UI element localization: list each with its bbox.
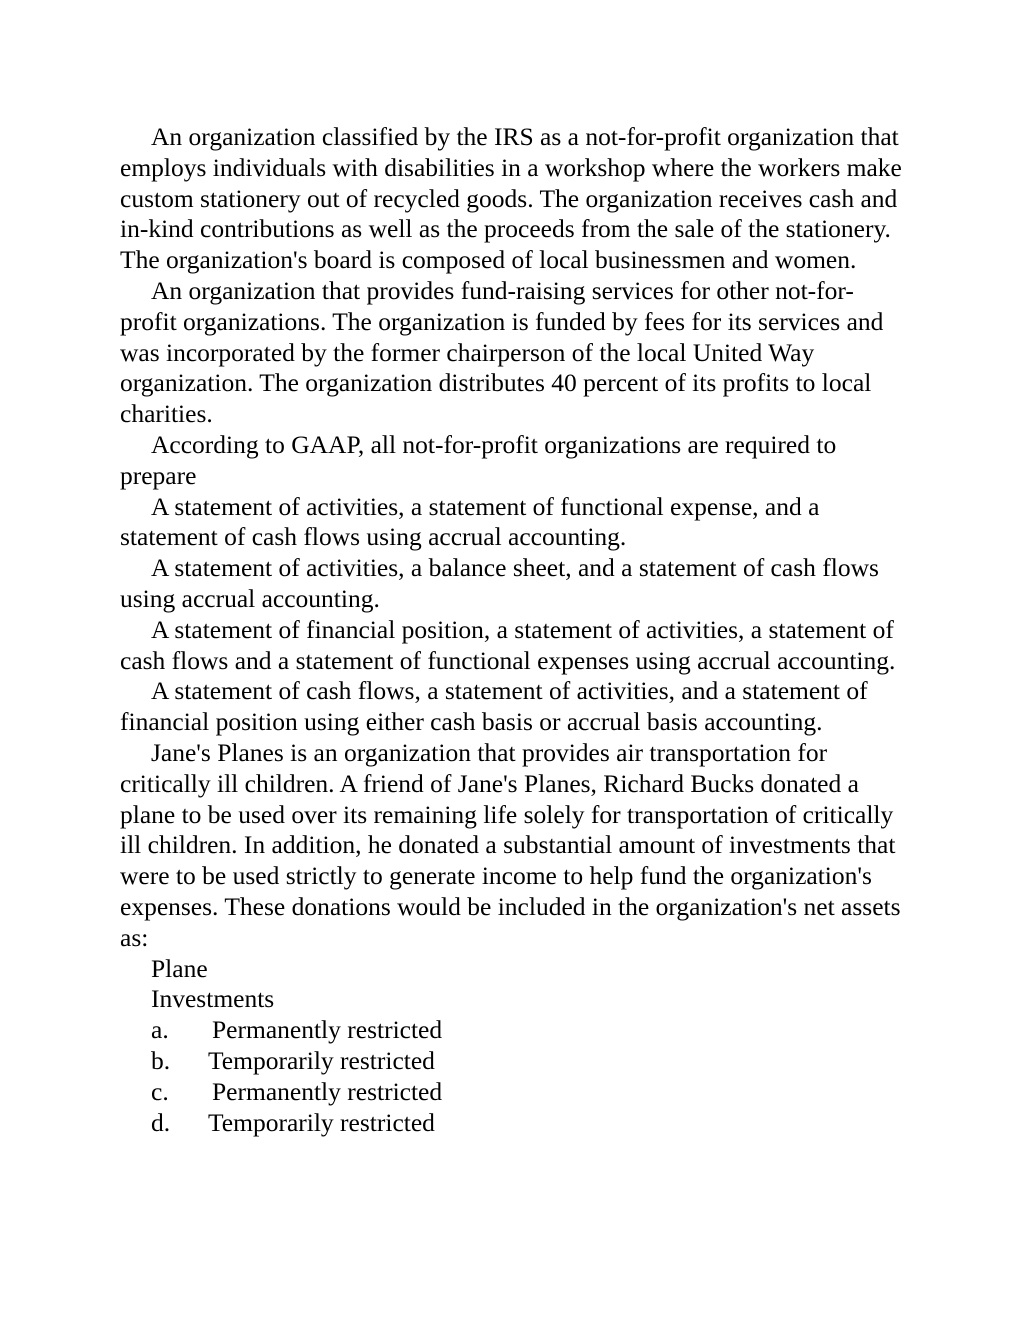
option-a (120, 1015, 910, 1046)
answer-choice-1: A statement of activities, a statement of functional expense, and a statement of cash flows using accrual accounting. (120, 491, 820, 552)
option-b (120, 1046, 910, 1077)
column-header-plane: Plane (151, 953, 208, 983)
question-paragraph-2: An organization that provides fund-raising services for other not-for-profit organizations. The organization is funded by fees for its services and was incorporated by the former chairperson of the local United Way organization. The organization distributes 40 percent of its profits to local charities. (120, 275, 884, 429)
option-text: Permanently restricted (212, 1015, 443, 1045)
option-text: Temporarily restricted (208, 1107, 435, 1137)
option-letter: c. (151, 1076, 169, 1106)
option-text: Temporarily restricted (208, 1045, 435, 1075)
answer-choice-4: A statement of cash flows, a statement of activities, and a statement of financial position using either cash basis or accrual basis accounting. (120, 676, 868, 737)
option-letter: a. (151, 1015, 169, 1045)
option-d (120, 1108, 910, 1139)
question-janes-planes: Jane's Planes is an organization that provides air transportation for critically ill children. A friend of Jane's Planes, Richard Bucks donated a plane to be used over its remaining life solely for transportation of critically ill children. In addition, he donated a substantial amount of investments that were to be used strictly to generate income to help fund the organization's expenses. These donations would be included in the organization's net assets as: (120, 737, 901, 952)
answer-choice-2: A statement of activities, a balance sheet, and a statement of cash flows using accrual accounting. (120, 553, 879, 613)
option-c (120, 1077, 910, 1108)
column-header-investments: Investments (151, 984, 275, 1014)
answer-choice-3: A statement of financial position, a statement of activities, a statement of cash flows and a statement of functional expenses using accrual accounting. (120, 614, 896, 675)
option-text: Permanently restricted (212, 1076, 443, 1106)
question-paragraph-1: An organization classified by the IRS as a not-for-profit organization that employs individuals with disabilities in a workshop where the workers make custom stationery out of recycled goods. The organization receives cash and in-kind contributions as well as the proceeds from the sale of the stationery. The organization's board is composed of local businessmen and women. (120, 122, 902, 275)
document-page (120, 122, 910, 1138)
option-letter: d. (151, 1107, 171, 1137)
option-letter: b. (151, 1045, 171, 1075)
question-stem-gaap: According to GAAP, all not-for-profit organizations are required to prepare (120, 429, 837, 490)
